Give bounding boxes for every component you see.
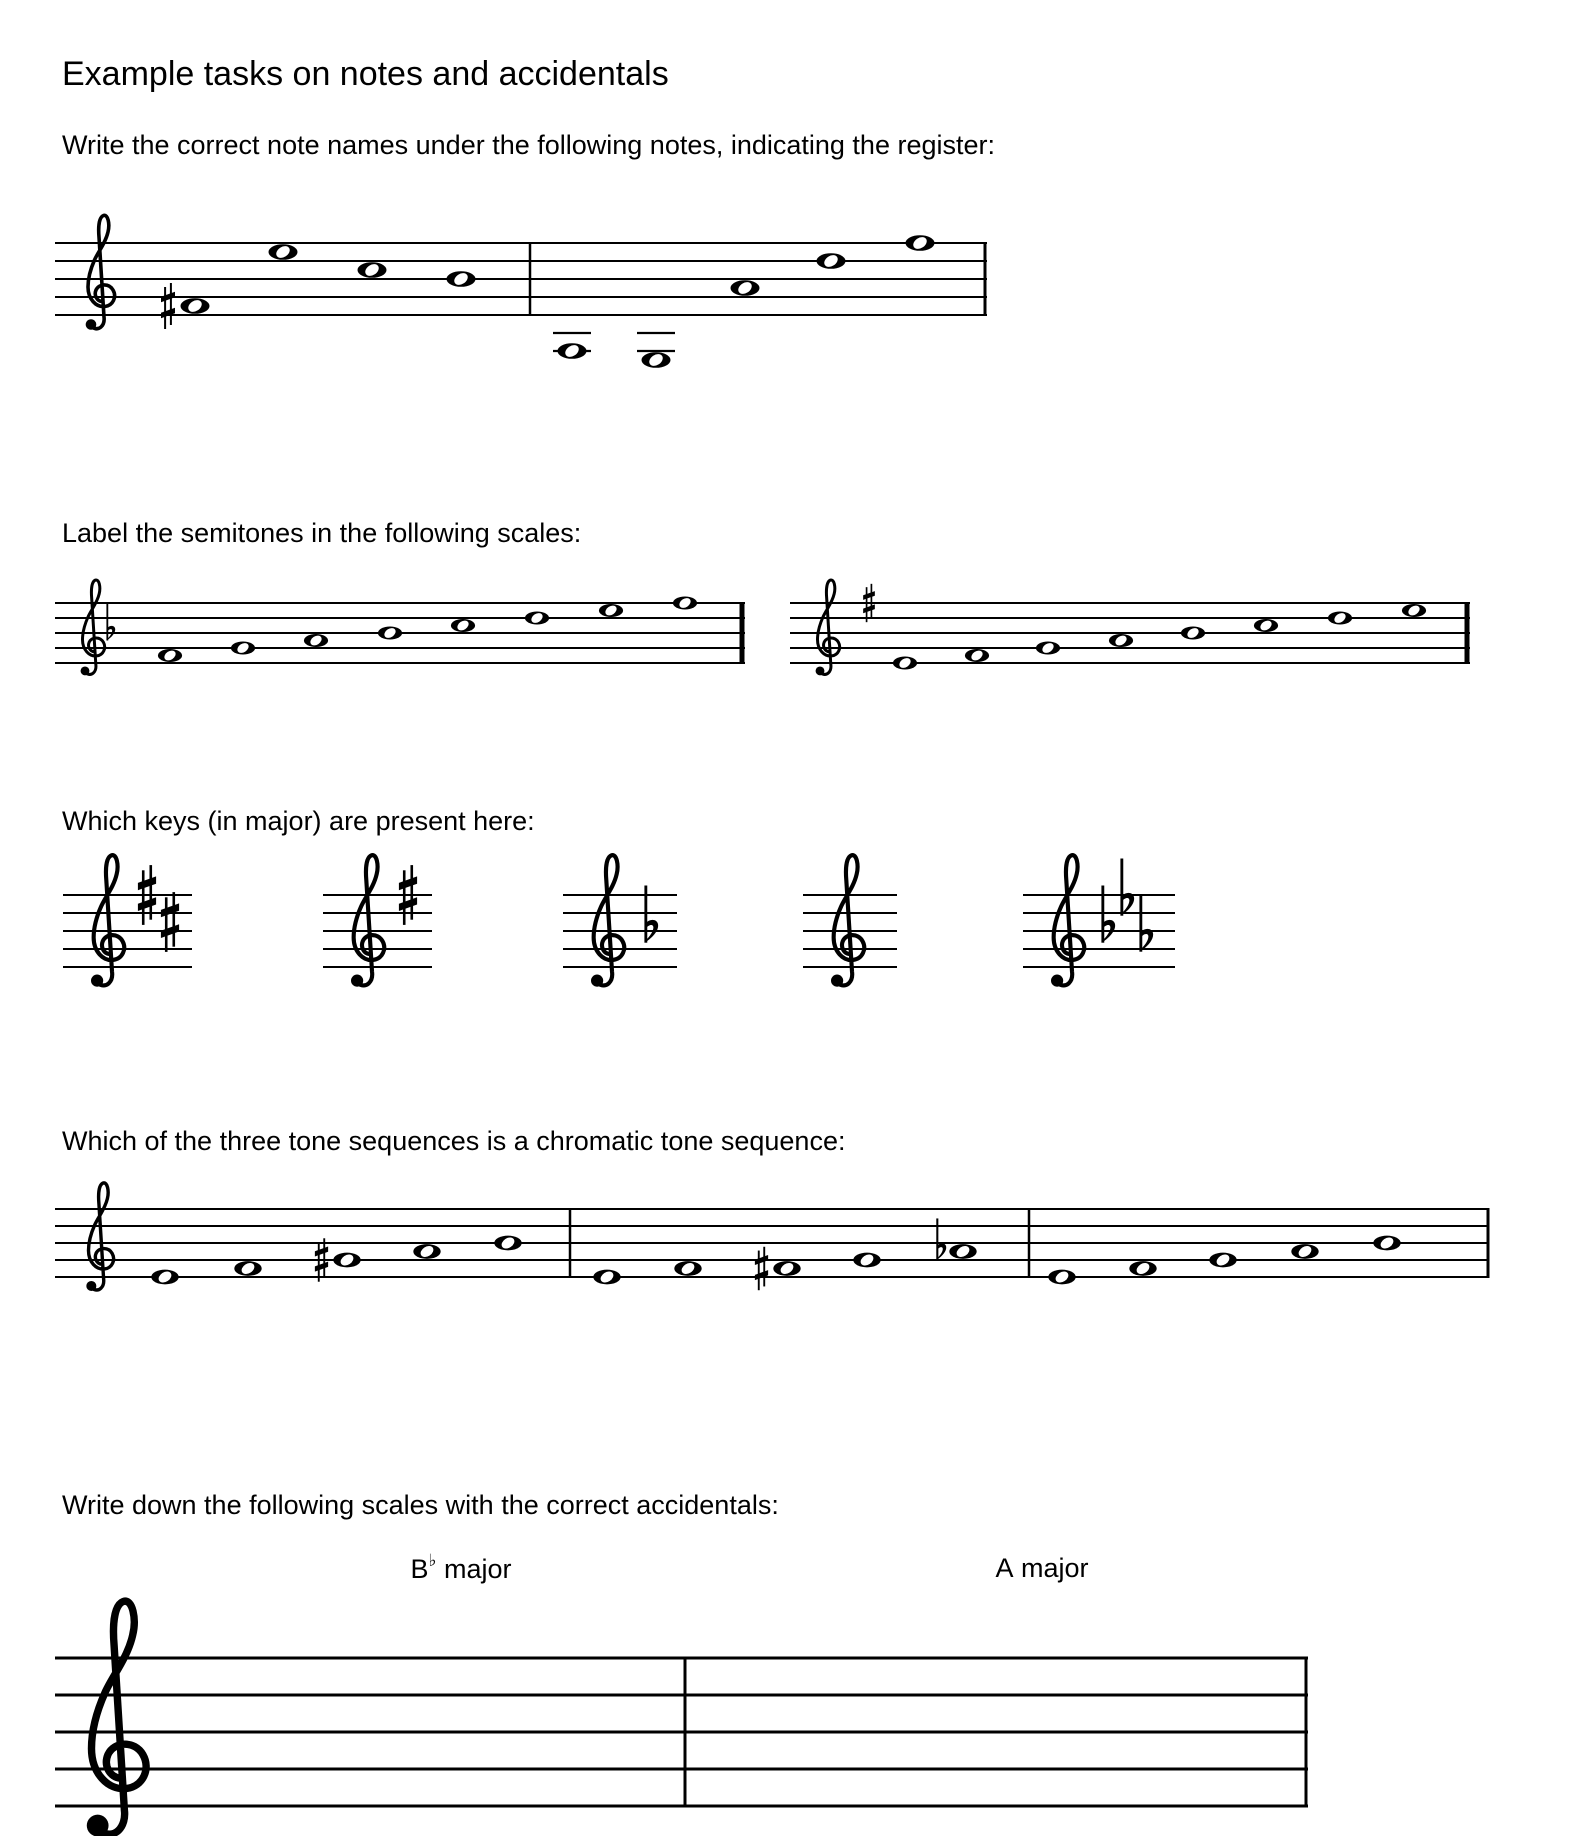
- keysig-one-flat: [563, 855, 677, 987]
- keysig-one-sharp: [323, 855, 432, 987]
- whole-note: [151, 1269, 178, 1285]
- flat-sign-icon: [107, 604, 115, 641]
- flat-sign-icon: [937, 1218, 946, 1260]
- flat-sign-icon: [1122, 859, 1134, 916]
- whole-note: [673, 596, 697, 610]
- whole-note: [1129, 1261, 1156, 1277]
- scale-label-letter: A: [995, 1553, 1014, 1583]
- whole-note: [494, 1235, 521, 1251]
- scale-label-letter: B: [410, 1554, 429, 1584]
- whole-note: [965, 649, 989, 663]
- sharp-sign-icon: [161, 892, 179, 952]
- instruction-chromatic-sequence: Which of the three tone sequences is a chromatic tone sequence:: [62, 1126, 846, 1156]
- whole-note: [599, 604, 623, 618]
- sharp-sign-icon: [161, 283, 175, 329]
- task4-tone-sequences-staff: [55, 1183, 1488, 1291]
- keysig-no-accidentals: [803, 855, 897, 987]
- whole-note: [447, 271, 476, 288]
- flat-sign-icon: [1141, 895, 1153, 952]
- whole-note: [853, 1252, 880, 1268]
- whole-note: [231, 641, 255, 655]
- task5-empty-writing-staff: [55, 1601, 1308, 1836]
- whole-note: [1373, 1235, 1400, 1251]
- whole-note: [413, 1244, 440, 1260]
- whole-note: [893, 656, 917, 670]
- instruction-which-keys: Which keys (in major) are present here:: [62, 806, 535, 836]
- instruction-write-scales: Write down the following scales with the correct accidentals:: [62, 1490, 779, 1520]
- whole-note: [731, 280, 760, 297]
- whole-note: [1109, 634, 1133, 648]
- whole-note: [817, 253, 846, 270]
- treble-clef-icon: [86, 1183, 113, 1291]
- task2-scale-one-sharp: [790, 580, 1470, 675]
- whole-note: [1402, 604, 1426, 618]
- whole-note: [181, 298, 210, 315]
- whole-note: [1291, 1244, 1318, 1260]
- keysig-three-flats: [1023, 855, 1175, 987]
- whole-note: [333, 1252, 360, 1268]
- instruction-note-names: Write the correct note names under the following notes, indicating the register:: [62, 130, 996, 160]
- whole-note: [593, 1269, 620, 1285]
- whole-note: [1328, 611, 1352, 625]
- instruction-semitones: Label the semitones in the following scales:: [62, 518, 582, 548]
- whole-note: [269, 244, 298, 261]
- whole-note: [906, 235, 935, 252]
- whole-note: [773, 1261, 800, 1277]
- whole-note: [304, 634, 328, 648]
- whole-note: [378, 626, 402, 640]
- whole-note: [1048, 1269, 1075, 1285]
- sharp-sign-icon: [755, 1247, 768, 1290]
- page-title: Example tasks on notes and accidentals: [62, 55, 669, 93]
- whole-note: [674, 1261, 701, 1277]
- treble-clef-icon: [86, 215, 115, 329]
- treble-clef-icon: [816, 580, 840, 675]
- whole-note: [642, 352, 671, 369]
- task1-note-naming-staff: [55, 215, 987, 368]
- whole-note: [1036, 641, 1060, 655]
- task2-scale-one-flat: [55, 580, 745, 675]
- whole-note: [234, 1261, 261, 1277]
- whole-note: [158, 649, 182, 663]
- scale-label-rest: major: [1013, 1553, 1089, 1583]
- whole-note: [451, 619, 475, 633]
- treble-clef-icon: [87, 1601, 146, 1836]
- whole-note: [949, 1244, 976, 1260]
- flat-superscript-icon: ♭: [428, 1550, 437, 1570]
- treble-clef-icon: [81, 580, 105, 675]
- whole-note: [1254, 619, 1278, 633]
- whole-note: [525, 611, 549, 625]
- whole-note: [1181, 626, 1205, 640]
- whole-note: [1209, 1252, 1236, 1268]
- scale-label-rest: major: [436, 1554, 512, 1584]
- keysig-two-sharps: [63, 855, 192, 987]
- whole-note: [558, 343, 587, 360]
- whole-note: [358, 262, 387, 279]
